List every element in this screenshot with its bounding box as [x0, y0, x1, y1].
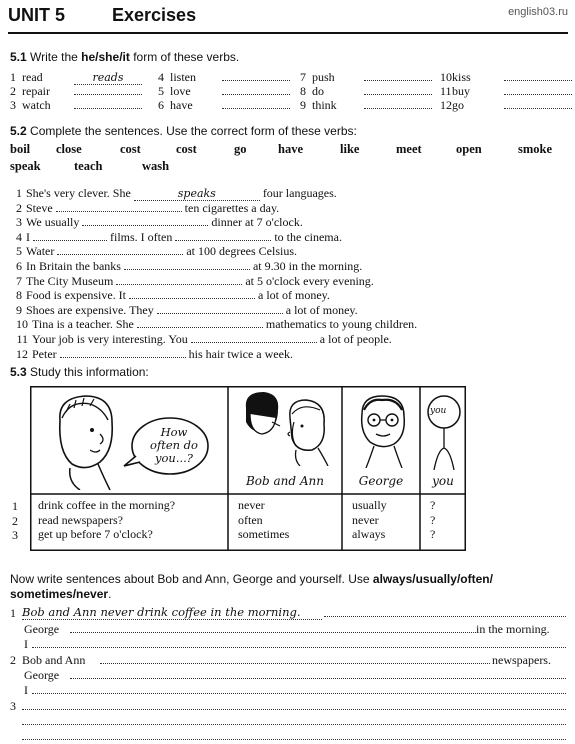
ex51-item-verb: love	[170, 84, 191, 98]
ex51-item-verb: listen	[170, 70, 196, 84]
ex52-answer-field[interactable]	[157, 303, 283, 314]
site-watermark: english03.ru	[508, 6, 568, 18]
write-instr-pre: Now write sentences about Bob and Ann, George and yourself. Use	[10, 572, 373, 586]
ex51-item-verb: read	[22, 70, 43, 84]
study-question: read newspapers?	[38, 512, 123, 527]
ex52-answer-field[interactable]: speaks	[134, 190, 260, 201]
verb-option-go: go	[234, 142, 247, 156]
study-row-number: 1	[12, 499, 18, 513]
bubble-line-2: often do	[150, 438, 198, 452]
ex52-answer-field[interactable]	[60, 347, 186, 358]
ex51-heading	[10, 50, 239, 64]
ex51-item	[300, 98, 432, 113]
ex52-sentence-start: She's very clever. She	[26, 186, 134, 200]
write-george-1-label: George	[24, 622, 60, 636]
person-asking-illustration	[40, 390, 130, 490]
ex52-sentence-start: Food is expensive. It	[26, 288, 129, 303]
ex52-sentence	[14, 288, 554, 303]
ex52-answer-field[interactable]	[56, 201, 182, 212]
ex52-sentence-number: 6	[16, 258, 22, 273]
ex51-item-verb: repair	[22, 84, 50, 98]
ex52-sentence-start: Steve	[26, 200, 56, 215]
study-row-number: 2	[12, 513, 18, 528]
ex51-item-number: 1	[10, 70, 16, 84]
ex51-item-verb: buy	[452, 84, 470, 98]
write-line-2-number: 2	[10, 653, 16, 667]
ex51-item-number: 9	[300, 98, 306, 112]
ex52-sentence	[14, 201, 554, 216]
ex51-instr-post: form of these verbs.	[129, 50, 240, 64]
ex51-item-number: 4	[158, 70, 164, 84]
ex51-item-number: 8	[300, 84, 306, 98]
col-head-bob-and-ann: Bob and Ann	[245, 474, 325, 488]
ex52-sentence-end: dinner at 7 o'clock.	[208, 215, 303, 230]
write-line-3a-field[interactable]	[22, 699, 566, 710]
write-george-2-field[interactable]	[70, 668, 566, 679]
study-box	[30, 386, 466, 551]
ex51-item-number: 12	[440, 98, 452, 112]
ex52-sentence-end: four languages.	[259, 186, 337, 200]
ex52-answer-field[interactable]	[57, 244, 183, 255]
verb-option-cost: cost	[120, 142, 141, 156]
ex51-item	[158, 70, 290, 85]
writing-lines	[10, 606, 566, 742]
ex51-answer-field[interactable]: reads	[74, 74, 142, 85]
write-instr-bold-2: sometimes/never	[10, 587, 109, 601]
ex52-sentence-start: I	[26, 229, 33, 244]
write-line-3b-field[interactable]	[22, 714, 566, 725]
verb-option-speak: speak	[10, 159, 41, 173]
ex52-sentence-number: 11	[16, 331, 28, 346]
ex52-sentence-number: 9	[16, 302, 22, 317]
ex52-number: 5.2	[10, 124, 27, 138]
ex52-sentence	[14, 215, 554, 230]
ex52-sentence-number: 7	[16, 273, 22, 288]
ex52-sentence	[14, 230, 554, 245]
ex51-answer-field[interactable]	[504, 70, 572, 81]
ex52-verb-list-2	[10, 159, 310, 175]
write-example-sentence: Bob and Ann never drink coffee in the morning.	[22, 605, 322, 620]
ex52-answer-field[interactable]	[124, 259, 250, 270]
study-bob-ann-value: often	[238, 512, 263, 527]
ex51-answer-field[interactable]	[364, 84, 432, 95]
study-bob-ann-value: sometimes	[238, 527, 290, 541]
ex52-verb-list	[10, 142, 566, 158]
ex51-answer-field[interactable]	[364, 70, 432, 81]
ex52-sentence	[14, 259, 554, 274]
ex51-answer-field[interactable]	[222, 84, 290, 95]
ex51-answer-field[interactable]	[504, 84, 572, 95]
write-ba-2-field[interactable]	[100, 653, 490, 664]
study-question: drink coffee in the morning?	[38, 498, 176, 512]
you-head-label: you	[430, 406, 447, 416]
page-header	[8, 4, 568, 34]
ex52-sentence-end-2: to the cinema.	[271, 229, 342, 244]
verb-option-smoke: smoke	[518, 142, 553, 156]
ex51-item-verb: go	[452, 98, 464, 112]
write-i-1-label: I	[24, 637, 28, 651]
ex52-sentence-number: 1	[16, 186, 22, 200]
ex52-sentence-number: 8	[16, 288, 22, 303]
write-george-2-label: George	[24, 668, 60, 682]
write-i-2-field[interactable]	[32, 683, 566, 694]
ex51-instr-bold: he/she/it	[81, 50, 130, 64]
verb-option-open: open	[456, 142, 482, 156]
write-ba-2-label: Bob and Ann	[22, 653, 86, 667]
ex52-sentence-end: at 5 o'clock every evening.	[242, 273, 374, 288]
ex51-item	[440, 70, 572, 85]
write-instr-bold-1: always/usually/often/	[372, 572, 493, 586]
study-george-value: usually	[352, 498, 387, 512]
write-instr-end: .	[108, 587, 112, 601]
study-george-value: never	[352, 512, 379, 527]
ex51-item-verb: have	[170, 98, 193, 112]
write-i-2-label: I	[24, 683, 28, 697]
ex52-sentence-end: films. I often	[107, 229, 176, 244]
write-george-1-field[interactable]	[70, 622, 476, 633]
ex51-item	[158, 98, 290, 113]
verb-option-wash: wash	[142, 159, 170, 173]
write-line-3-number: 3	[10, 699, 16, 713]
ex52-sentences	[14, 186, 554, 361]
ex51-item	[440, 84, 572, 99]
ex52-sentence	[14, 317, 554, 332]
study-george-value: always	[352, 527, 386, 541]
verb-option-have: have	[278, 142, 303, 156]
ex51-item-verb: kiss	[452, 70, 471, 84]
ex52-answer-field[interactable]	[33, 230, 107, 241]
ex52-sentence-number: 12	[16, 346, 28, 361]
ex51-item-number: 2	[10, 84, 16, 98]
ex52-answer-field[interactable]	[82, 215, 208, 226]
ex52-sentence	[14, 332, 554, 347]
ex52-sentence-start: The City Museum	[26, 273, 117, 288]
verb-option-boil: boil	[10, 142, 31, 156]
study-question: get up before 7 o'clock?	[38, 527, 153, 541]
study-you-value: ?	[430, 512, 436, 527]
ex51-answer-field[interactable]	[74, 84, 142, 95]
write-george-1-end: in the morning.	[476, 622, 550, 636]
verb-option-like: like	[340, 142, 360, 156]
study-rows	[30, 498, 466, 548]
ex52-sentence-start: Tina is a teacher. She	[32, 317, 137, 332]
ex51-item	[440, 98, 572, 113]
ex52-answer-field[interactable]	[116, 274, 242, 285]
bubble-line-3: you...?	[155, 451, 193, 465]
verb-option-meet: meet	[396, 142, 422, 156]
ex52-sentence-number: 4	[16, 229, 22, 244]
ex52-heading	[10, 124, 357, 138]
study-row-number: 3	[12, 528, 18, 542]
ex52-sentence-start: In Britain the banks	[26, 258, 124, 273]
speech-bubble-text	[142, 426, 206, 465]
bob-and-ann-illustration	[232, 388, 342, 466]
study-row-numbers	[12, 499, 26, 543]
ex51-grid	[10, 70, 570, 116]
ex51-answer-field[interactable]	[364, 98, 432, 109]
ex51-answer-field[interactable]	[222, 70, 290, 81]
ex52-sentence-end: at 100 degrees Celsius.	[183, 244, 298, 259]
george-illustration	[348, 390, 418, 468]
ex53-write-instr	[10, 572, 566, 602]
ex51-item-verb: do	[312, 84, 324, 98]
study-bob-ann-value: never	[238, 498, 265, 512]
ex52-sentence-number: 3	[16, 215, 22, 230]
ex53-number: 5.3	[10, 365, 27, 379]
ex51-item	[10, 84, 142, 99]
ex52-sentence	[14, 303, 554, 318]
ex53-heading	[10, 365, 149, 379]
ex52-sentence-start: Your job is very interesting. You	[32, 331, 191, 346]
ex51-answer-field[interactable]	[504, 98, 572, 109]
ex52-sentence-start: Water	[26, 244, 58, 259]
ex52-sentence	[14, 347, 554, 362]
ex52-instr: Complete the sentences. Use the correct form of these verbs:	[30, 124, 357, 138]
ex51-item-number: 10	[440, 70, 452, 84]
ex51-item	[300, 70, 432, 85]
you-illustration	[422, 390, 466, 470]
ex51-item-number: 7	[300, 70, 306, 84]
ex52-sentence-end: a lot of people.	[316, 331, 392, 346]
ex51-number: 5.1	[10, 50, 27, 64]
unit-label: UNIT 5	[8, 5, 66, 25]
ex52-sentence-number: 5	[16, 244, 22, 259]
page-title: Exercises	[112, 5, 197, 25]
ex52-sentence-end: mathematics to young children.	[262, 317, 418, 332]
ex51-answer-field[interactable]	[74, 98, 142, 109]
verb-option-teach: teach	[74, 159, 103, 173]
study-you-value: ?	[430, 498, 436, 512]
ex52-sentence-number: 2	[16, 200, 22, 215]
write-line-3c-field[interactable]	[22, 729, 566, 740]
ex51-item-verb: push	[312, 70, 335, 84]
ex51-item-verb: think	[312, 98, 337, 112]
ex51-item-verb: watch	[22, 98, 51, 112]
ex52-sentence-end: ten cigarettes a day.	[181, 200, 280, 215]
ex52-answer-field[interactable]	[137, 317, 263, 328]
ex51-item	[300, 84, 432, 99]
write-line-1-number: 1	[10, 606, 16, 620]
ex52-sentence-end: at 9.30 in the morning.	[249, 258, 363, 273]
ex52-sentence-number: 10	[16, 317, 28, 332]
ex52-sentence-start: We usually	[26, 215, 83, 230]
bubble-line-1: How	[160, 425, 188, 439]
ex52-sentence-end: a lot of money.	[282, 302, 358, 317]
ex52-sentence	[14, 274, 554, 289]
ex51-item-number: 6	[158, 98, 164, 112]
ex52-sentence-start: Peter	[32, 346, 60, 361]
col-head-you: you	[432, 474, 454, 488]
write-ba-2-end: newspapers.	[492, 653, 551, 667]
ex52-sentence-end: his hair twice a week.	[185, 346, 293, 361]
ex51-item	[10, 98, 142, 113]
verb-option-close: close	[56, 142, 82, 156]
ex51-item	[158, 84, 290, 99]
ex52-sentence	[14, 244, 554, 259]
ex52-answer-field[interactable]	[191, 332, 317, 343]
verb-option-cost: cost	[176, 142, 197, 156]
ex51-answer-field[interactable]	[222, 98, 290, 109]
ex51-instr-pre: Write the	[30, 50, 82, 64]
study-you-value: ?	[430, 527, 436, 541]
ex53-instr: Study this information:	[30, 365, 149, 379]
ex51-item-number: 11	[440, 84, 452, 98]
ex52-sentence-end: a lot of money.	[255, 288, 330, 303]
ex52-sentence	[14, 186, 554, 201]
ex52-answer-field-2[interactable]	[175, 230, 271, 241]
write-line-1-dots[interactable]	[324, 606, 566, 617]
ex51-item-number: 3	[10, 98, 16, 112]
ex51-item-number: 5	[158, 84, 164, 98]
ex52-sentence-start: Shoes are expensive. They	[26, 302, 157, 317]
ex52-answer-field[interactable]	[129, 288, 255, 299]
write-i-1-field[interactable]	[32, 637, 566, 648]
ex51-item	[10, 70, 142, 85]
col-head-george: George	[358, 474, 404, 488]
